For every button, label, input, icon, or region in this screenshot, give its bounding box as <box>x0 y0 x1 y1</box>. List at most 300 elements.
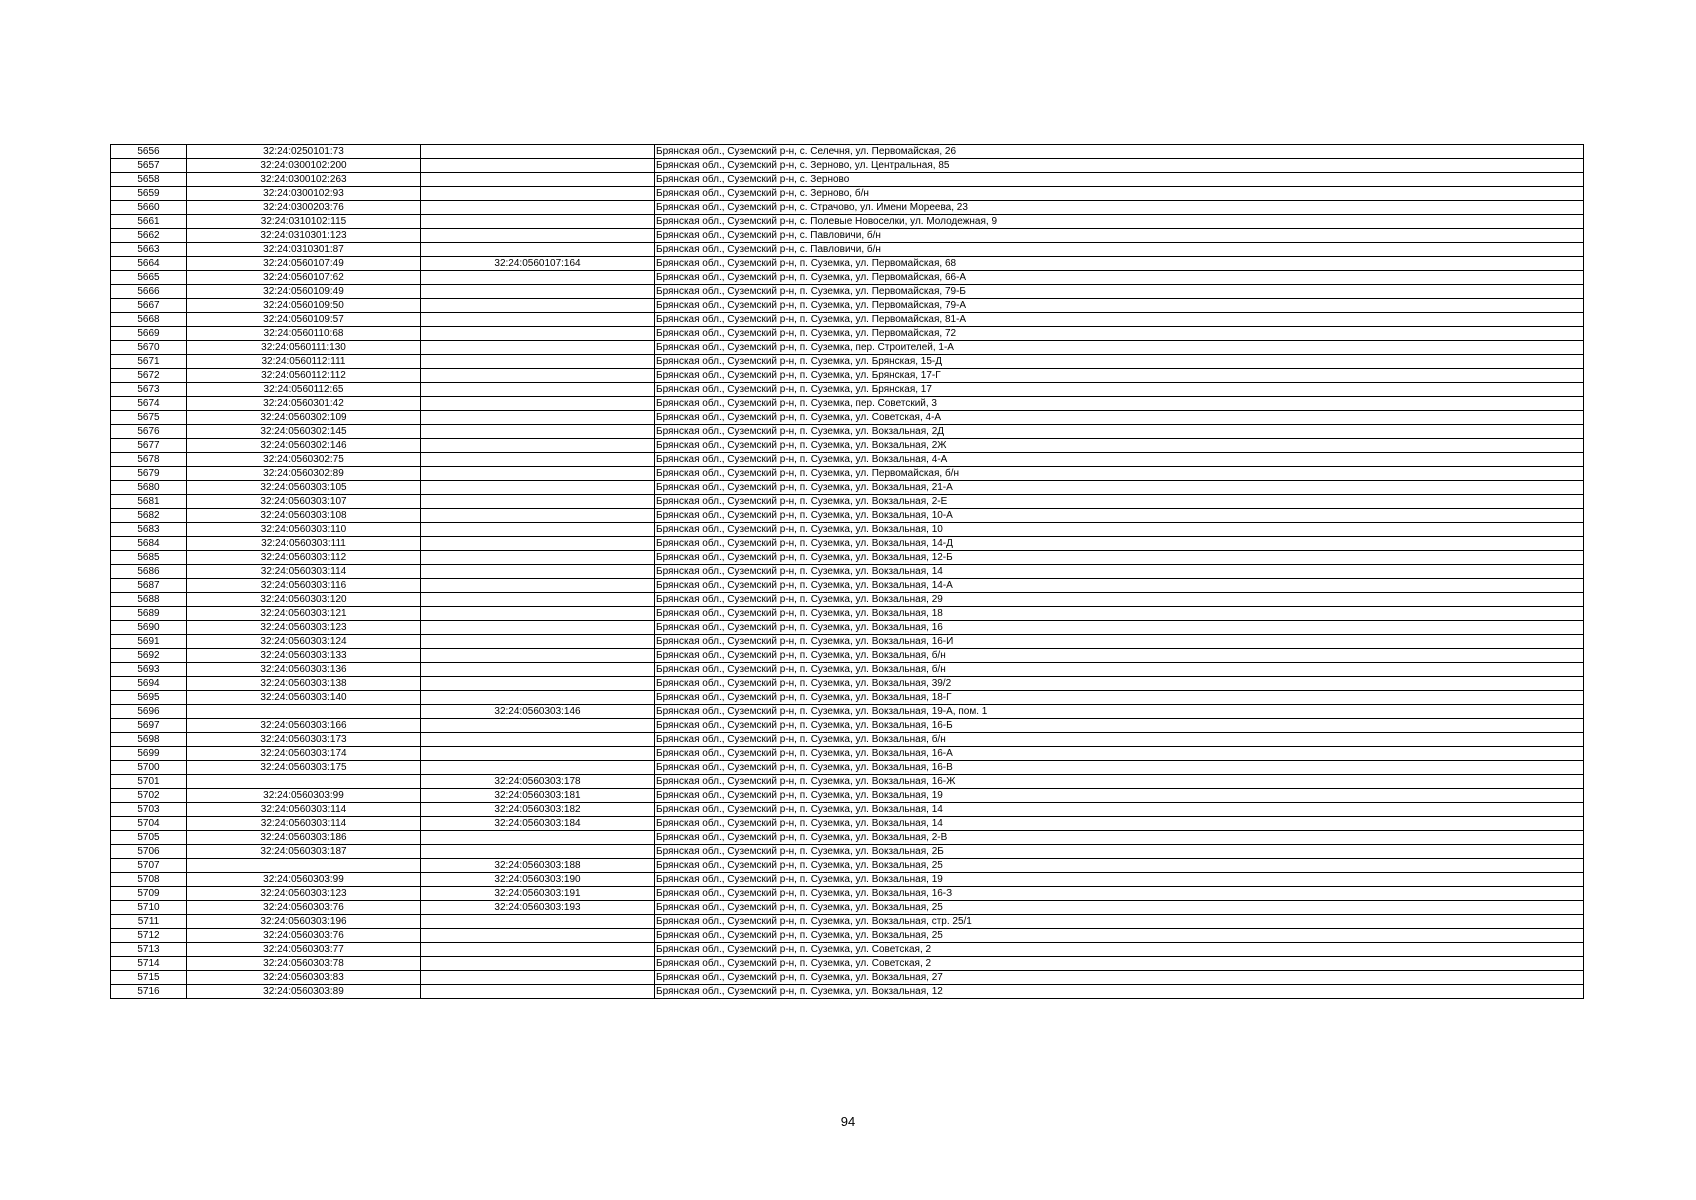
object-cadastral-number-cell <box>421 761 655 775</box>
object-cadastral-number-cell: 32:24:0560303:181 <box>421 789 655 803</box>
address-cell: Брянская обл., Суземский р-н, п. Суземка, ул. Вокзальная, 18-Г <box>655 691 1584 705</box>
object-cadastral-number-cell <box>421 243 655 257</box>
table-row <box>111 439 1584 453</box>
object-cadastral-number-cell <box>421 971 655 985</box>
row-number-cell: 5701 <box>111 775 187 789</box>
row-number-cell: 5686 <box>111 565 187 579</box>
address-cell: Брянская обл., Суземский р-н, п. Суземка, ул. Вокзальная, 18 <box>655 607 1584 621</box>
cadastral-number-cell: 32:24:0560302:145 <box>187 425 421 439</box>
row-number-cell: 5715 <box>111 971 187 985</box>
row-number-cell: 5698 <box>111 733 187 747</box>
object-cadastral-number-cell <box>421 439 655 453</box>
row-number-cell: 5684 <box>111 537 187 551</box>
cadastral-number-cell: 32:24:0560303:78 <box>187 957 421 971</box>
cadastral-number-cell: 32:24:0300102:93 <box>187 187 421 201</box>
row-number-cell: 5674 <box>111 397 187 411</box>
object-cadastral-number-cell <box>421 341 655 355</box>
cadastral-number-cell: 32:24:0560303:114 <box>187 817 421 831</box>
object-cadastral-number-cell <box>421 635 655 649</box>
table-row <box>111 663 1584 677</box>
address-cell: Брянская обл., Суземский р-н, п. Суземка, ул. Вокзальная, 2-В <box>655 831 1584 845</box>
row-number-cell: 5714 <box>111 957 187 971</box>
row-number-cell: 5712 <box>111 929 187 943</box>
cadastral-number-cell: 32:24:0560303:77 <box>187 943 421 957</box>
address-cell: Брянская обл., Суземский р-н, с. Зерново, б/н <box>655 187 1584 201</box>
address-cell: Брянская обл., Суземский р-н, п. Суземка, ул. Вокзальная, 2Ж <box>655 439 1584 453</box>
table-row <box>111 677 1584 691</box>
row-number-cell: 5694 <box>111 677 187 691</box>
address-cell: Брянская обл., Суземский р-н, п. Суземка, ул. Вокзальная, 16-З <box>655 887 1584 901</box>
address-cell: Брянская обл., Суземский р-н, п. Суземка, ул. Вокзальная, 16-Ж <box>655 775 1584 789</box>
cadastral-number-cell: 32:24:0560303:173 <box>187 733 421 747</box>
row-number-cell: 5709 <box>111 887 187 901</box>
table-row <box>111 803 1584 817</box>
object-cadastral-number-cell <box>421 985 655 999</box>
object-cadastral-number-cell <box>421 621 655 635</box>
cadastral-number-cell: 32:24:0560303:187 <box>187 845 421 859</box>
cadastral-number-cell: 32:24:0560302:109 <box>187 411 421 425</box>
table-row <box>111 243 1584 257</box>
table-row <box>111 215 1584 229</box>
object-cadastral-number-cell <box>421 481 655 495</box>
object-cadastral-number-cell <box>421 383 655 397</box>
object-cadastral-number-cell <box>421 523 655 537</box>
row-number-cell: 5669 <box>111 327 187 341</box>
row-number-cell: 5660 <box>111 201 187 215</box>
address-cell: Брянская обл., Суземский р-н, п. Суземка, ул. Вокзальная, 10 <box>655 523 1584 537</box>
row-number-cell: 5697 <box>111 719 187 733</box>
object-cadastral-number-cell <box>421 327 655 341</box>
cadastral-number-cell: 32:24:0250101:73 <box>187 145 421 159</box>
row-number-cell: 5703 <box>111 803 187 817</box>
address-cell: Брянская обл., Суземский р-н, п. Суземка, ул. Брянская, 17-Г <box>655 369 1584 383</box>
table-row <box>111 719 1584 733</box>
cadastral-number-cell: 32:24:0560303:110 <box>187 523 421 537</box>
cadastral-number-cell: 32:24:0560303:140 <box>187 691 421 705</box>
table-row <box>111 537 1584 551</box>
table-row <box>111 159 1584 173</box>
row-number-cell: 5691 <box>111 635 187 649</box>
page-number: 94 <box>840 1114 856 1129</box>
table-row <box>111 565 1584 579</box>
row-number-cell: 5700 <box>111 761 187 775</box>
object-cadastral-number-cell <box>421 145 655 159</box>
cadastral-number-cell: 32:24:0310102:115 <box>187 215 421 229</box>
cadastral-number-cell: 32:24:0560303:114 <box>187 565 421 579</box>
address-cell: Брянская обл., Суземский р-н, п. Суземка, ул. Первомайская, 79-А <box>655 299 1584 313</box>
cadastral-number-cell: 32:24:0560303:124 <box>187 635 421 649</box>
row-number-cell: 5713 <box>111 943 187 957</box>
row-number-cell: 5706 <box>111 845 187 859</box>
object-cadastral-number-cell <box>421 159 655 173</box>
address-cell: Брянская обл., Суземский р-н, п. Суземка, ул. Первомайская, б/н <box>655 467 1584 481</box>
cadastral-number-cell: 32:24:0560303:116 <box>187 579 421 593</box>
object-cadastral-number-cell <box>421 229 655 243</box>
row-number-cell: 5690 <box>111 621 187 635</box>
address-cell: Брянская обл., Суземский р-н, п. Суземка, ул. Вокзальная, 25 <box>655 929 1584 943</box>
table-row <box>111 285 1584 299</box>
cadastral-number-cell: 32:24:0300102:200 <box>187 159 421 173</box>
object-cadastral-number-cell <box>421 719 655 733</box>
address-cell: Брянская обл., Суземский р-н, п. Суземка, ул. Первомайская, 79-Б <box>655 285 1584 299</box>
cadastral-number-cell: 32:24:0300203:76 <box>187 201 421 215</box>
address-cell: Брянская обл., Суземский р-н, п. Суземка, ул. Вокзальная, 2-Е <box>655 495 1584 509</box>
address-cell: Брянская обл., Суземский р-н, п. Суземка, ул. Вокзальная, б/н <box>655 649 1584 663</box>
table-row <box>111 705 1584 719</box>
address-cell: Брянская обл., Суземский р-н, п. Суземка, ул. Вокзальная, 10-А <box>655 509 1584 523</box>
object-cadastral-number-cell: 32:24:0560303:190 <box>421 873 655 887</box>
address-cell: Брянская обл., Суземский р-н, п. Суземка, пер. Строителей, 1-А <box>655 341 1584 355</box>
row-number-cell: 5708 <box>111 873 187 887</box>
object-cadastral-number-cell: 32:24:0560303:188 <box>421 859 655 873</box>
object-cadastral-number-cell <box>421 453 655 467</box>
table-body <box>111 145 1584 999</box>
address-cell: Брянская обл., Суземский р-н, п. Суземка, ул. Вокзальная, 25 <box>655 901 1584 915</box>
row-number-cell: 5687 <box>111 579 187 593</box>
address-cell: Брянская обл., Суземский р-н, п. Суземка, ул. Советская, 4-А <box>655 411 1584 425</box>
row-number-cell: 5711 <box>111 915 187 929</box>
table-row <box>111 495 1584 509</box>
object-cadastral-number-cell: 32:24:0560303:191 <box>421 887 655 901</box>
object-cadastral-number-cell <box>421 495 655 509</box>
row-number-cell: 5656 <box>111 145 187 159</box>
row-number-cell: 5668 <box>111 313 187 327</box>
cadastral-number-cell: 32:24:0560109:50 <box>187 299 421 313</box>
table-row <box>111 971 1584 985</box>
table-row <box>111 733 1584 747</box>
address-cell: Брянская обл., Суземский р-н, п. Суземка, ул. Брянская, 15-Д <box>655 355 1584 369</box>
object-cadastral-number-cell <box>421 593 655 607</box>
table-row <box>111 467 1584 481</box>
table-row <box>111 369 1584 383</box>
object-cadastral-number-cell <box>421 215 655 229</box>
table-row <box>111 327 1584 341</box>
table-row <box>111 229 1584 243</box>
object-cadastral-number-cell <box>421 607 655 621</box>
row-number-cell: 5672 <box>111 369 187 383</box>
table-row <box>111 201 1584 215</box>
table-row <box>111 985 1584 999</box>
row-number-cell: 5667 <box>111 299 187 313</box>
table-row <box>111 901 1584 915</box>
cadastral-number-cell: 32:24:0560111:130 <box>187 341 421 355</box>
address-cell: Брянская обл., Суземский р-н, п. Суземка, ул. Вокзальная, 14-А <box>655 579 1584 593</box>
cadastral-number-cell: 32:24:0560112:65 <box>187 383 421 397</box>
address-cell: Брянская обл., Суземский р-н, п. Суземка, ул. Вокзальная, 19-А, пом. 1 <box>655 705 1584 719</box>
address-cell: Брянская обл., Суземский р-н, п. Суземка, ул. Советская, 2 <box>655 943 1584 957</box>
cadastral-number-cell: 32:24:0560302:75 <box>187 453 421 467</box>
row-number-cell: 5683 <box>111 523 187 537</box>
cadastral-number-cell: 32:24:0560112:112 <box>187 369 421 383</box>
table-row <box>111 299 1584 313</box>
object-cadastral-number-cell <box>421 943 655 957</box>
cadastral-number-cell: 32:24:0560303:186 <box>187 831 421 845</box>
table-row <box>111 915 1584 929</box>
object-cadastral-number-cell <box>421 173 655 187</box>
table-row <box>111 425 1584 439</box>
table-row <box>111 817 1584 831</box>
row-number-cell: 5705 <box>111 831 187 845</box>
object-cadastral-number-cell <box>421 649 655 663</box>
object-cadastral-number-cell <box>421 677 655 691</box>
address-cell: Брянская обл., Суземский р-н, п. Суземка, ул. Вокзальная, стр. 25/1 <box>655 915 1584 929</box>
object-cadastral-number-cell <box>421 579 655 593</box>
table-row <box>111 341 1584 355</box>
address-cell: Брянская обл., Суземский р-н, п. Суземка, ул. Вокзальная, 29 <box>655 593 1584 607</box>
object-cadastral-number-cell <box>421 845 655 859</box>
address-cell: Брянская обл., Суземский р-н, п. Суземка, ул. Первомайская, 72 <box>655 327 1584 341</box>
address-cell: Брянская обл., Суземский р-н, п. Суземка, ул. Вокзальная, 19 <box>655 873 1584 887</box>
row-number-cell: 5693 <box>111 663 187 677</box>
cadastral-number-cell: 32:24:0560303:123 <box>187 621 421 635</box>
cadastral-number-cell: 32:24:0560301:42 <box>187 397 421 411</box>
table-row <box>111 173 1584 187</box>
address-cell: Брянская обл., Суземский р-н, п. Суземка, ул. Вокзальная, 16-Б <box>655 719 1584 733</box>
cadastral-number-cell <box>187 775 421 789</box>
cadastral-number-cell: 32:24:0560303:76 <box>187 929 421 943</box>
object-cadastral-number-cell <box>421 957 655 971</box>
table-row <box>111 579 1584 593</box>
table-row <box>111 481 1584 495</box>
table-row <box>111 747 1584 761</box>
table-row <box>111 257 1584 271</box>
address-cell: Брянская обл., Суземский р-н, п. Суземка, ул. Вокзальная, 19 <box>655 789 1584 803</box>
object-cadastral-number-cell: 32:24:0560303:193 <box>421 901 655 915</box>
object-cadastral-number-cell <box>421 425 655 439</box>
address-cell: Брянская обл., Суземский р-н, п. Суземка, ул. Вокзальная, 14-Д <box>655 537 1584 551</box>
cadastral-number-cell: 32:24:0560303:121 <box>187 607 421 621</box>
object-cadastral-number-cell <box>421 369 655 383</box>
row-number-cell: 5707 <box>111 859 187 873</box>
row-number-cell: 5689 <box>111 607 187 621</box>
row-number-cell: 5677 <box>111 439 187 453</box>
address-cell: Брянская обл., Суземский р-н, п. Суземка, ул. Первомайская, 68 <box>655 257 1584 271</box>
object-cadastral-number-cell <box>421 271 655 285</box>
table-row <box>111 313 1584 327</box>
table-row <box>111 775 1584 789</box>
row-number-cell: 5662 <box>111 229 187 243</box>
address-cell: Брянская обл., Суземский р-н, п. Суземка, ул. Вокзальная, 16-И <box>655 635 1584 649</box>
table-row <box>111 635 1584 649</box>
row-number-cell: 5696 <box>111 705 187 719</box>
table-row <box>111 453 1584 467</box>
property-table <box>110 144 1584 999</box>
row-number-cell: 5670 <box>111 341 187 355</box>
table-row <box>111 845 1584 859</box>
object-cadastral-number-cell <box>421 691 655 705</box>
object-cadastral-number-cell <box>421 397 655 411</box>
address-cell: Брянская обл., Суземский р-н, п. Суземка, ул. Вокзальная, 16 <box>655 621 1584 635</box>
cadastral-number-cell: 32:24:0300102:263 <box>187 173 421 187</box>
row-number-cell: 5695 <box>111 691 187 705</box>
cadastral-number-cell: 32:24:0560303:138 <box>187 677 421 691</box>
object-cadastral-number-cell <box>421 467 655 481</box>
address-cell: Брянская обл., Суземский р-н, п. Суземка, ул. Вокзальная, 14 <box>655 565 1584 579</box>
row-number-cell: 5673 <box>111 383 187 397</box>
address-cell: Брянская обл., Суземский р-н, с. Зерново <box>655 173 1584 187</box>
cadastral-number-cell: 32:24:0560303:99 <box>187 789 421 803</box>
table-row <box>111 929 1584 943</box>
row-number-cell: 5699 <box>111 747 187 761</box>
row-number-cell: 5716 <box>111 985 187 999</box>
address-cell: Брянская обл., Суземский р-н, п. Суземка, ул. Брянская, 17 <box>655 383 1584 397</box>
object-cadastral-number-cell <box>421 663 655 677</box>
table-row <box>111 649 1584 663</box>
cadastral-number-cell: 32:24:0560302:146 <box>187 439 421 453</box>
address-cell: Брянская обл., Суземский р-н, с. Селечня, ул. Первомайская, 26 <box>655 145 1584 159</box>
address-cell: Брянская обл., Суземский р-н, с. Полевые Новоселки, ул. Молодежная, 9 <box>655 215 1584 229</box>
row-number-cell: 5665 <box>111 271 187 285</box>
table-row <box>111 383 1584 397</box>
address-cell: Брянская обл., Суземский р-н, п. Суземка, ул. Вокзальная, 25 <box>655 859 1584 873</box>
address-cell: Брянская обл., Суземский р-н, п. Суземка, ул. Вокзальная, 16-А <box>655 747 1584 761</box>
address-cell: Брянская обл., Суземский р-н, п. Суземка, ул. Вокзальная, 12-Б <box>655 551 1584 565</box>
object-cadastral-number-cell <box>421 187 655 201</box>
address-cell: Брянская обл., Суземский р-н, с. Страчово, ул. Имени Мореева, 23 <box>655 201 1584 215</box>
cadastral-number-cell: 32:24:0560109:57 <box>187 313 421 327</box>
address-cell: Брянская обл., Суземский р-н, п. Суземка, ул. Вокзальная, 14 <box>655 817 1584 831</box>
table-row <box>111 593 1584 607</box>
object-cadastral-number-cell: 32:24:0560303:184 <box>421 817 655 831</box>
row-number-cell: 5675 <box>111 411 187 425</box>
object-cadastral-number-cell <box>421 509 655 523</box>
row-number-cell: 5659 <box>111 187 187 201</box>
table-row <box>111 145 1584 159</box>
cadastral-number-cell: 32:24:0560303:83 <box>187 971 421 985</box>
address-cell: Брянская обл., Суземский р-н, п. Суземка, ул. Вокзальная, 14 <box>655 803 1584 817</box>
row-number-cell: 5688 <box>111 593 187 607</box>
cadastral-number-cell: 32:24:0560303:120 <box>187 593 421 607</box>
object-cadastral-number-cell <box>421 299 655 313</box>
table-row <box>111 551 1584 565</box>
address-cell: Брянская обл., Суземский р-н, п. Суземка, ул. Первомайская, 81-А <box>655 313 1584 327</box>
address-cell: Брянская обл., Суземский р-н, п. Суземка, ул. Вокзальная, б/н <box>655 733 1584 747</box>
row-number-cell: 5704 <box>111 817 187 831</box>
cadastral-number-cell: 32:24:0560303:107 <box>187 495 421 509</box>
cadastral-number-cell: 32:24:0560303:174 <box>187 747 421 761</box>
row-number-cell: 5702 <box>111 789 187 803</box>
address-cell: Брянская обл., Суземский р-н, п. Суземка, ул. Вокзальная, 4-А <box>655 453 1584 467</box>
table-row <box>111 187 1584 201</box>
table-row <box>111 873 1584 887</box>
table-row <box>111 411 1584 425</box>
object-cadastral-number-cell <box>421 201 655 215</box>
table-row <box>111 509 1584 523</box>
cadastral-number-cell: 32:24:0560303:133 <box>187 649 421 663</box>
cadastral-number-cell: 32:24:0560302:89 <box>187 467 421 481</box>
row-number-cell: 5671 <box>111 355 187 369</box>
row-number-cell: 5657 <box>111 159 187 173</box>
cadastral-number-cell: 32:24:0560303:105 <box>187 481 421 495</box>
address-cell: Брянская обл., Суземский р-н, п. Суземка, ул. Советская, 2 <box>655 957 1584 971</box>
row-number-cell: 5661 <box>111 215 187 229</box>
address-cell: Брянская обл., Суземский р-н, п. Суземка, ул. Вокзальная, 39/2 <box>655 677 1584 691</box>
address-cell: Брянская обл., Суземский р-н, п. Суземка, ул. Вокзальная, 21-А <box>655 481 1584 495</box>
object-cadastral-number-cell <box>421 831 655 845</box>
object-cadastral-number-cell: 32:24:0560303:146 <box>421 705 655 719</box>
cadastral-number-cell: 32:24:0560109:49 <box>187 285 421 299</box>
cadastral-number-cell: 32:24:0310301:87 <box>187 243 421 257</box>
object-cadastral-number-cell: 32:24:0560107:164 <box>421 257 655 271</box>
cadastral-number-cell: 32:24:0560303:166 <box>187 719 421 733</box>
cadastral-number-cell <box>187 859 421 873</box>
address-cell: Брянская обл., Суземский р-н, п. Суземка, ул. Вокзальная, б/н <box>655 663 1584 677</box>
object-cadastral-number-cell <box>421 411 655 425</box>
table-row <box>111 789 1584 803</box>
row-number-cell: 5676 <box>111 425 187 439</box>
cadastral-number-cell: 32:24:0560303:136 <box>187 663 421 677</box>
object-cadastral-number-cell <box>421 929 655 943</box>
object-cadastral-number-cell <box>421 915 655 929</box>
cadastral-number-cell: 32:24:0560303:76 <box>187 901 421 915</box>
cadastral-number-cell: 32:24:0560112:111 <box>187 355 421 369</box>
row-number-cell: 5680 <box>111 481 187 495</box>
row-number-cell: 5678 <box>111 453 187 467</box>
table-row <box>111 943 1584 957</box>
address-cell: Брянская обл., Суземский р-н, п. Суземка, ул. Вокзальная, 12 <box>655 985 1584 999</box>
object-cadastral-number-cell: 32:24:0560303:182 <box>421 803 655 817</box>
cadastral-number-cell <box>187 705 421 719</box>
table-row <box>111 271 1584 285</box>
row-number-cell: 5710 <box>111 901 187 915</box>
object-cadastral-number-cell <box>421 733 655 747</box>
row-number-cell: 5658 <box>111 173 187 187</box>
cadastral-number-cell: 32:24:0560303:112 <box>187 551 421 565</box>
cadastral-number-cell: 32:24:0560303:108 <box>187 509 421 523</box>
address-cell: Брянская обл., Суземский р-н, с. Павловичи, б/н <box>655 229 1584 243</box>
table-row <box>111 887 1584 901</box>
object-cadastral-number-cell <box>421 747 655 761</box>
row-number-cell: 5663 <box>111 243 187 257</box>
cadastral-number-cell: 32:24:0560303:89 <box>187 985 421 999</box>
address-cell: Брянская обл., Суземский р-н, с. Павловичи, б/н <box>655 243 1584 257</box>
table-row <box>111 761 1584 775</box>
cadastral-number-cell: 32:24:0560107:49 <box>187 257 421 271</box>
table-row <box>111 607 1584 621</box>
object-cadastral-number-cell: 32:24:0560303:178 <box>421 775 655 789</box>
row-number-cell: 5666 <box>111 285 187 299</box>
address-cell: Брянская обл., Суземский р-н, п. Суземка, ул. Вокзальная, 27 <box>655 971 1584 985</box>
address-cell: Брянская обл., Суземский р-н, п. Суземка, ул. Вокзальная, 2Б <box>655 845 1584 859</box>
address-cell: Брянская обл., Суземский р-н, п. Суземка, ул. Первомайская, 66-А <box>655 271 1584 285</box>
row-number-cell: 5692 <box>111 649 187 663</box>
object-cadastral-number-cell <box>421 355 655 369</box>
table-row <box>111 355 1584 369</box>
row-number-cell: 5679 <box>111 467 187 481</box>
cadastral-number-cell: 32:24:0560303:111 <box>187 537 421 551</box>
cadastral-number-cell: 32:24:0310301:123 <box>187 229 421 243</box>
address-cell: Брянская обл., Суземский р-н, п. Суземка, ул. Вокзальная, 2Д <box>655 425 1584 439</box>
object-cadastral-number-cell <box>421 537 655 551</box>
object-cadastral-number-cell <box>421 565 655 579</box>
table-row <box>111 957 1584 971</box>
row-number-cell: 5685 <box>111 551 187 565</box>
table-row <box>111 397 1584 411</box>
cadastral-number-cell: 32:24:0560303:114 <box>187 803 421 817</box>
table-row <box>111 523 1584 537</box>
row-number-cell: 5681 <box>111 495 187 509</box>
cadastral-number-cell: 32:24:0560303:196 <box>187 915 421 929</box>
address-cell: Брянская обл., Суземский р-н, с. Зерново, ул. Центральная, 85 <box>655 159 1584 173</box>
cadastral-number-cell: 32:24:0560107:62 <box>187 271 421 285</box>
object-cadastral-number-cell <box>421 285 655 299</box>
address-cell: Брянская обл., Суземский р-н, п. Суземка, ул. Вокзальная, 16-В <box>655 761 1584 775</box>
table-row <box>111 621 1584 635</box>
object-cadastral-number-cell <box>421 551 655 565</box>
row-number-cell: 5682 <box>111 509 187 523</box>
table-row <box>111 831 1584 845</box>
cadastral-number-cell: 32:24:0560110:68 <box>187 327 421 341</box>
